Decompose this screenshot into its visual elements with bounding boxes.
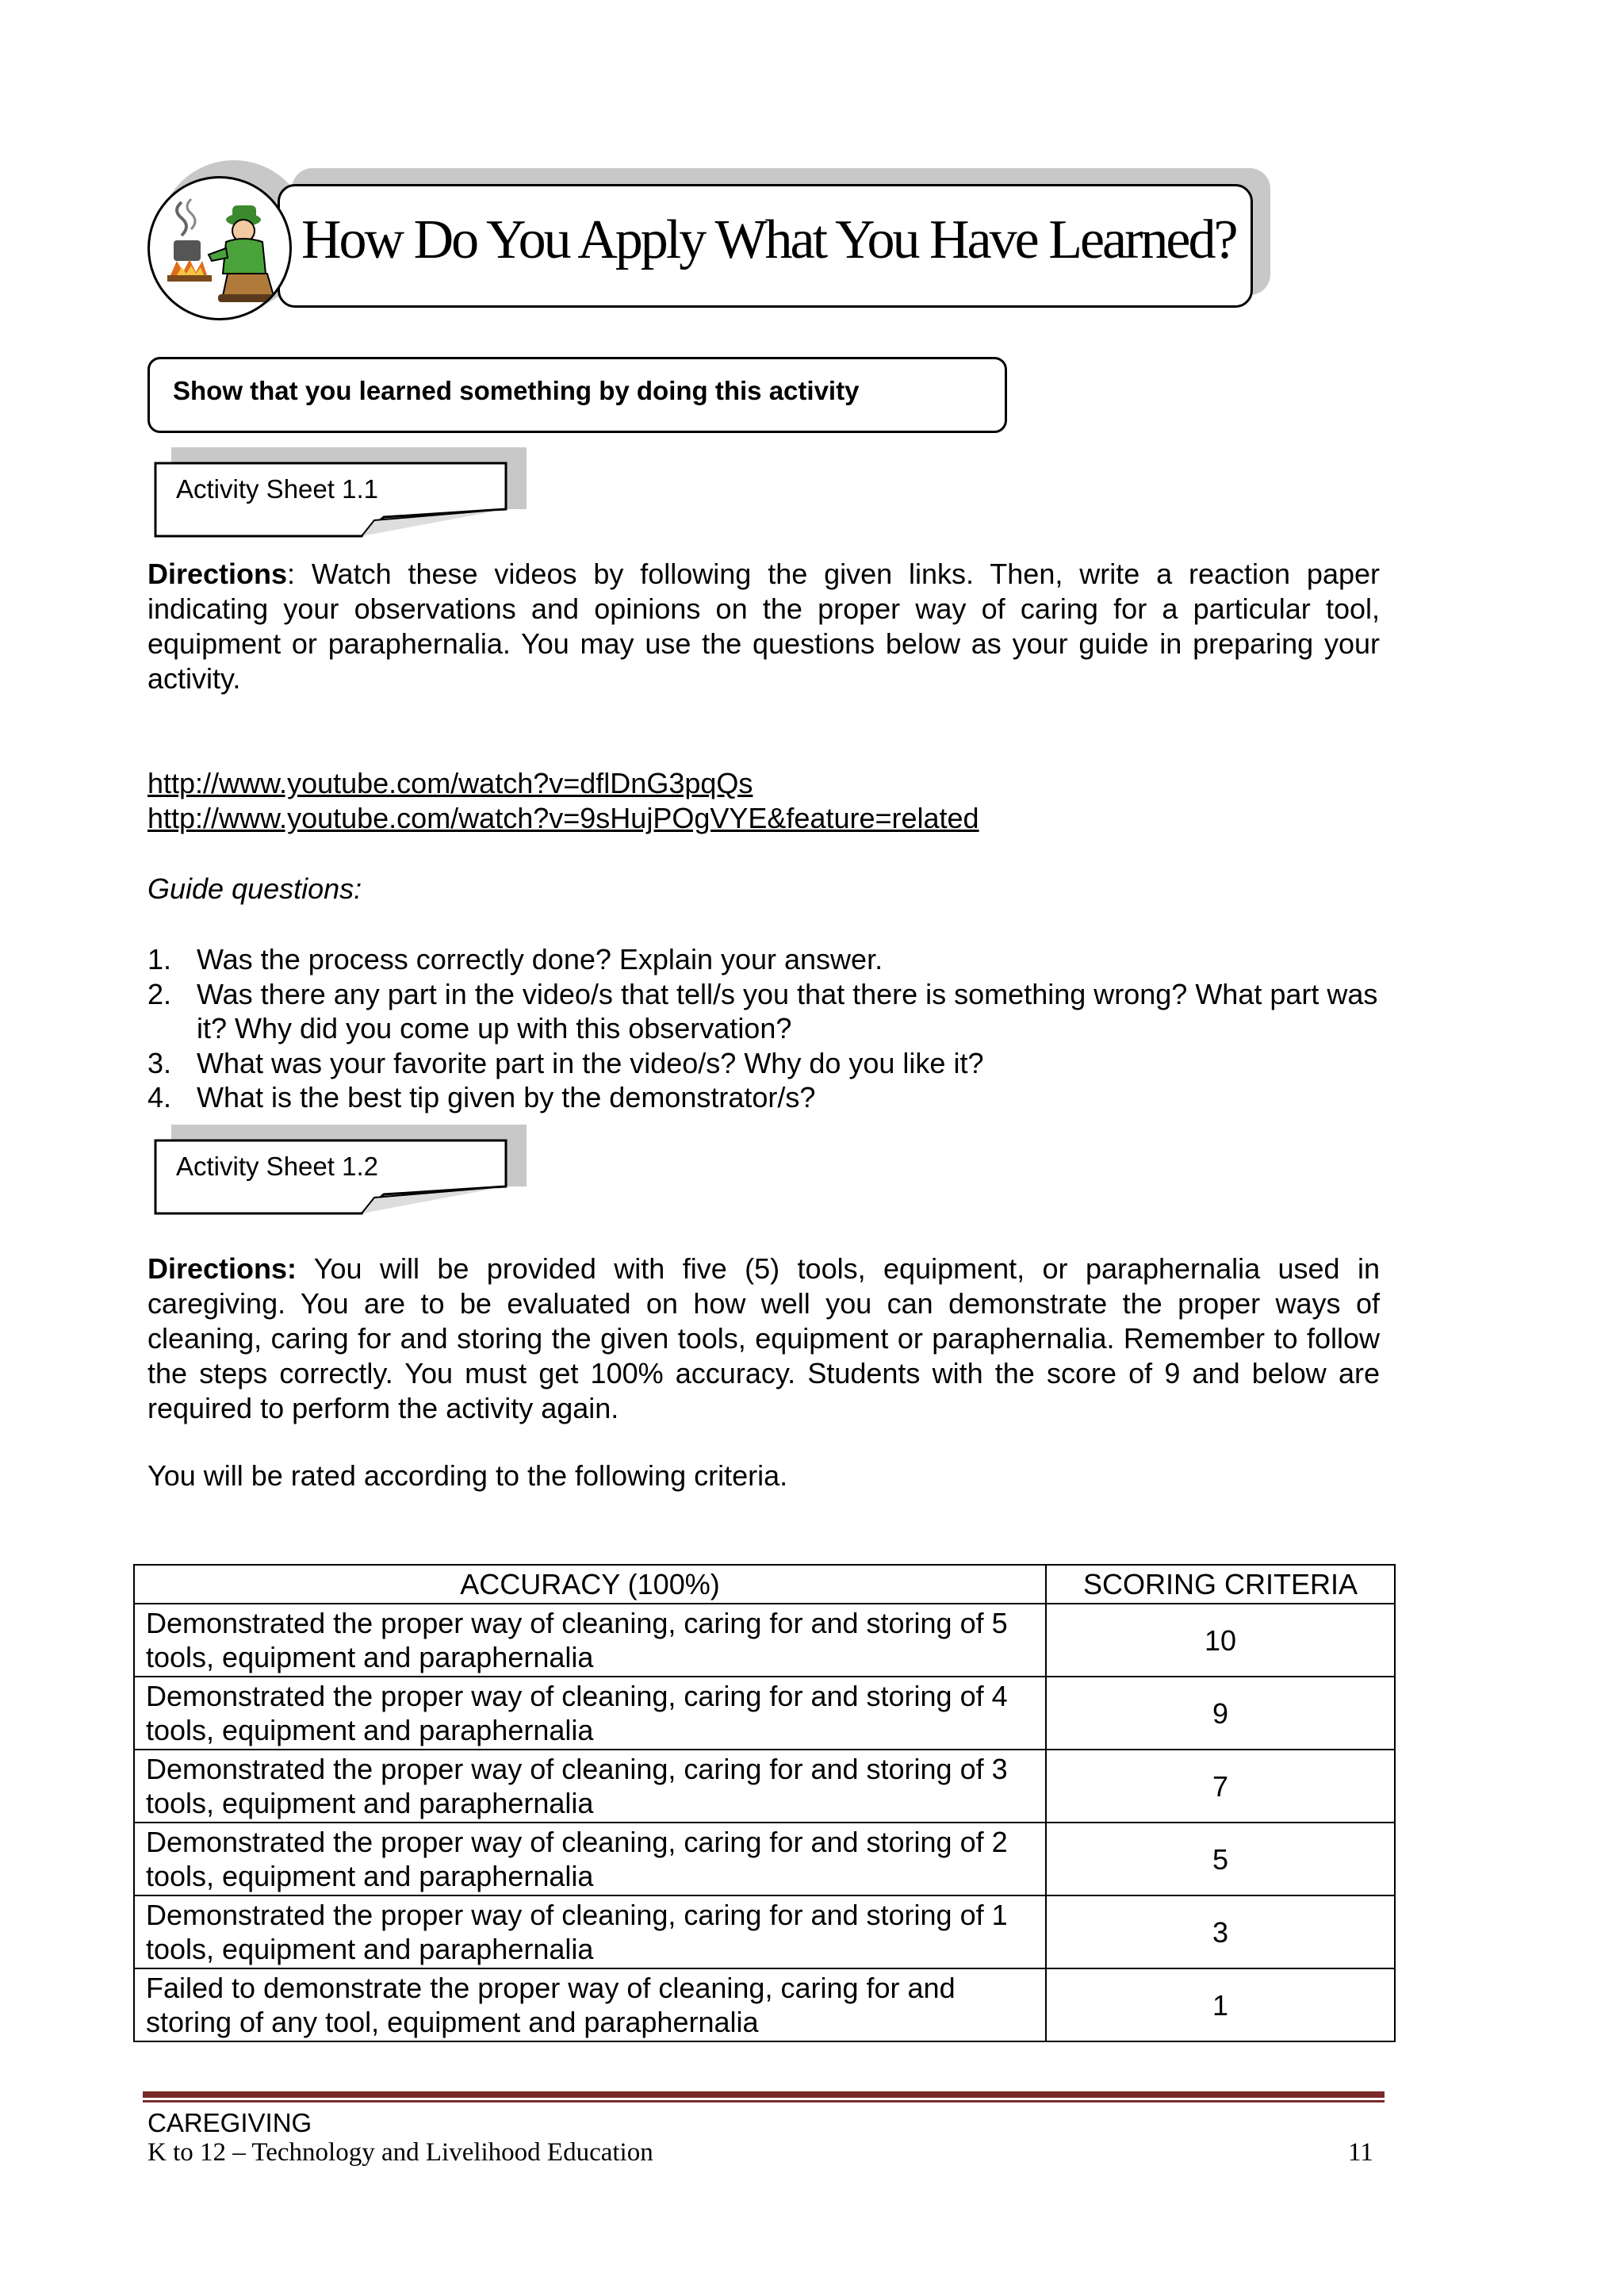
list-item-text: What is the best tip given by the demonstrator/s? bbox=[197, 1081, 816, 1114]
table-row bbox=[134, 1823, 1395, 1895]
directions-1 bbox=[147, 557, 1380, 696]
list-item-number: 3. bbox=[147, 1046, 172, 1079]
table-cell-score: 3 bbox=[1046, 1895, 1395, 1968]
header-emblem bbox=[147, 176, 292, 320]
table-header-score: SCORING CRITERIA bbox=[1046, 1565, 1395, 1604]
instruction-text: Show that you learned something by doing this activity bbox=[173, 376, 860, 405]
table-row bbox=[134, 1895, 1395, 1968]
video-link-1[interactable]: http://www.youtube.com/watch?v=dflDnG3pqQs bbox=[147, 767, 753, 799]
table-row bbox=[134, 1677, 1395, 1750]
table-cell-desc: Demonstrated the proper way of cleaning, caring for and storing of 5 tools, equipment and paraphernalia bbox=[134, 1604, 1046, 1677]
list-item-text: What was your favorite part in the video/s? Why do you like it? bbox=[197, 1046, 984, 1079]
footer-rule-thin bbox=[143, 2100, 1385, 2102]
list-item bbox=[147, 942, 1380, 977]
directions-1-label: Directions bbox=[147, 558, 288, 590]
video-link-2[interactable]: http://www.youtube.com/watch?v=9sHujPOgVYE&feature=related bbox=[147, 802, 979, 834]
rating-intro: You will be rated according to the following criteria. bbox=[147, 1459, 788, 1492]
page-number: 11 bbox=[1348, 2138, 1373, 2167]
footer-subject: CAREGIVING bbox=[147, 2108, 312, 2137]
table-row bbox=[134, 1968, 1395, 2041]
list-item-text: Was the process correctly done? Explain your answer. bbox=[197, 943, 883, 976]
list-item bbox=[147, 977, 1380, 1046]
table-cell-score: 7 bbox=[1046, 1750, 1395, 1823]
directions-2-text: You will be provided with five (5) tools, equipment, or paraphernalia used in caregiving. You are to be evaluated on how well you can demonstrate the proper ways of cleaning, caring for and storing the given tools, equipment or paraphernalia. Remember to follow the steps correctly. You must get 100% accuracy. Students with the score of 9 and below are required to perform the activity again. bbox=[147, 1252, 1380, 1424]
guide-questions-label: Guide questions: bbox=[147, 872, 362, 905]
table-cell-score: 10 bbox=[1046, 1604, 1395, 1677]
directions-2-label: Directions: bbox=[147, 1252, 297, 1285]
footer-rule bbox=[143, 2091, 1385, 2098]
table-row bbox=[134, 1604, 1395, 1677]
activity-tab-2-label: Activity Sheet 1.2 bbox=[176, 1152, 378, 1181]
list-item bbox=[147, 1080, 1380, 1115]
table-cell-score: 1 bbox=[1046, 1968, 1395, 2041]
activity-tab-1-label: Activity Sheet 1.1 bbox=[176, 474, 378, 504]
table-cell-score: 9 bbox=[1046, 1677, 1395, 1750]
page-title: How Do You Apply What You Have Learned? bbox=[301, 209, 1236, 270]
list-item-text: Was there any part in the video/s that tell/s you that there is something wrong? What part was it? Why did you come up with this observation? bbox=[197, 977, 1378, 1045]
table-header-row bbox=[134, 1565, 1395, 1604]
guide-questions-list bbox=[147, 942, 1380, 1115]
camper-cooking-icon bbox=[150, 178, 289, 318]
criteria-table bbox=[133, 1564, 1396, 2042]
directions-2 bbox=[147, 1251, 1380, 1426]
table-row bbox=[134, 1750, 1395, 1823]
list-item bbox=[147, 1046, 1380, 1081]
table-cell-desc: Demonstrated the proper way of cleaning, caring for and storing of 2 tools, equipment and paraphernalia bbox=[134, 1823, 1046, 1895]
list-item-number: 4. bbox=[147, 1081, 172, 1114]
table-cell-desc: Failed to demonstrate the proper way of cleaning, caring for and storing of any tool, equipment and paraphernalia bbox=[134, 1968, 1046, 2041]
directions-1-text: : Watch these videos by following the given links. Then, write a reaction paper indicating your observations and opinions on the proper way of caring for a particular tool, equipment or paraphernalia. You may use the questions below as your guide in preparing your activity. bbox=[147, 558, 1380, 695]
list-item-number: 1. bbox=[147, 943, 172, 976]
footer-course: K to 12 – Technology and Livelihood Education bbox=[147, 2138, 653, 2167]
table-header-accuracy: ACCURACY (100%) bbox=[134, 1565, 1046, 1604]
table-cell-desc: Demonstrated the proper way of cleaning, caring for and storing of 4 tools, equipment and paraphernalia bbox=[134, 1677, 1046, 1750]
table-cell-desc: Demonstrated the proper way of cleaning, caring for and storing of 1 tools, equipment and paraphernalia bbox=[134, 1895, 1046, 1968]
table-cell-desc: Demonstrated the proper way of cleaning, caring for and storing of 3 tools, equipment and paraphernalia bbox=[134, 1750, 1046, 1823]
list-item-number: 2. bbox=[147, 977, 172, 1010]
table-cell-score: 5 bbox=[1046, 1823, 1395, 1895]
